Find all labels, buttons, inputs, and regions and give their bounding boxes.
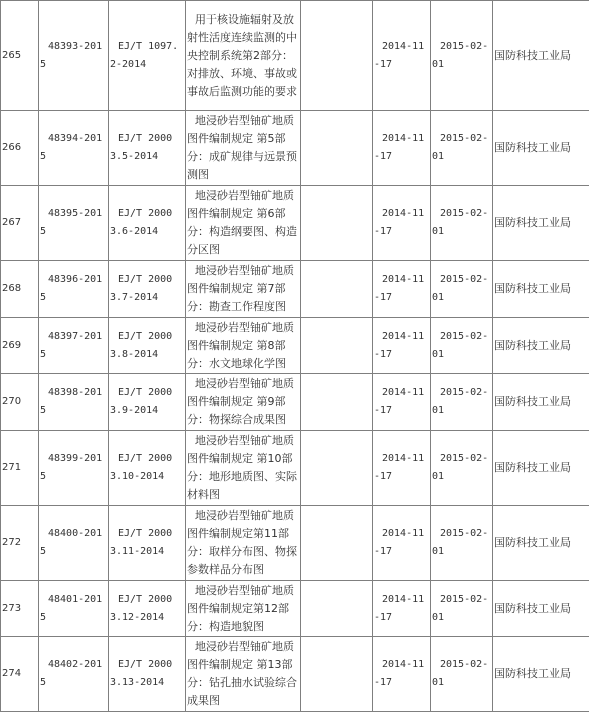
row-index-cell: 273 (1, 581, 39, 637)
standard-name-cell: 地浸砂岩型铀矿地质图件编制规定 第7部分：勘查工作程度图 (186, 261, 301, 318)
issuing-organization-cell: 国防科技工业局 (493, 1, 589, 111)
release-date-cell: 2014-11-17 (373, 186, 431, 261)
registration-number-cell: 48393-2015 (39, 1, 109, 111)
row-index-cell: 272 (1, 506, 39, 581)
row-index-cell: 271 (1, 431, 39, 506)
table-row (1, 318, 589, 374)
table-row (1, 637, 589, 712)
effective-date-cell: 2015-02-01 (431, 431, 493, 506)
standard-code-cell: EJ/T 20003.7-2014 (109, 261, 186, 318)
row-index-cell: 268 (1, 261, 39, 318)
release-date-cell: 2014-11-17 (373, 318, 431, 374)
standard-code-cell: EJ/T 20003.12-2014 (109, 581, 186, 637)
table-row (1, 261, 589, 318)
registration-number-cell: 48394-2015 (39, 111, 109, 186)
registration-number-cell: 48402-2015 (39, 637, 109, 712)
release-date-cell: 2014-11-17 (373, 1, 431, 111)
registration-number-cell: 48399-2015 (39, 431, 109, 506)
release-date-cell: 2014-11-17 (373, 506, 431, 581)
empty-cell (301, 374, 373, 431)
standard-name-cell: 地浸砂岩型铀矿地质图件编制规定 第6部分：构造纲要图、构造分区图 (186, 186, 301, 261)
effective-date-cell: 2015-02-01 (431, 186, 493, 261)
release-date-cell: 2014-11-17 (373, 581, 431, 637)
issuing-organization-cell: 国防科技工业局 (493, 431, 589, 506)
table-body (1, 1, 589, 712)
issuing-organization-cell: 国防科技工业局 (493, 581, 589, 637)
table-row (1, 186, 589, 261)
row-index-cell: 269 (1, 318, 39, 374)
standard-name-cell: 用于核设施辐射及放射性活度连续监测的中央控制系统第2部分：对排放、环境、事故或事故后监测功能的要求 (186, 1, 301, 111)
standard-name-cell: 地浸砂岩型铀矿地质图件编制规定 第5部分：成矿规律与远景预测图 (186, 111, 301, 186)
table-row (1, 431, 589, 506)
registration-number-cell: 48396-2015 (39, 261, 109, 318)
standard-code-cell: EJ/T 20003.11-2014 (109, 506, 186, 581)
row-index-cell: 270 (1, 374, 39, 431)
effective-date-cell: 2015-02-01 (431, 111, 493, 186)
issuing-organization-cell: 国防科技工业局 (493, 374, 589, 431)
standard-name-cell: 地浸砂岩型铀矿地质图件编制规定第12部分：构造地貌图 (186, 581, 301, 637)
issuing-organization-cell: 国防科技工业局 (493, 637, 589, 712)
standard-name-cell: 地浸砂岩型铀矿地质图件编制规定 第9部分：物探综合成果图 (186, 374, 301, 431)
empty-cell (301, 637, 373, 712)
issuing-organization-cell: 国防科技工业局 (493, 186, 589, 261)
effective-date-cell: 2015-02-01 (431, 581, 493, 637)
empty-cell (301, 431, 373, 506)
effective-date-cell: 2015-02-01 (431, 261, 493, 318)
effective-date-cell: 2015-02-01 (431, 1, 493, 111)
standard-code-cell: EJ/T 20003.13-2014 (109, 637, 186, 712)
table-row (1, 111, 589, 186)
registration-number-cell: 48397-2015 (39, 318, 109, 374)
empty-cell (301, 318, 373, 374)
issuing-organization-cell: 国防科技工业局 (493, 261, 589, 318)
effective-date-cell: 2015-02-01 (431, 506, 493, 581)
standard-code-cell: EJ/T 20003.5-2014 (109, 111, 186, 186)
release-date-cell: 2014-11-17 (373, 431, 431, 506)
standard-name-cell: 地浸砂岩型铀矿地质图件编制规定 第10部分：地形地质图、实际材料图 (186, 431, 301, 506)
table-row (1, 374, 589, 431)
standard-name-cell: 地浸砂岩型铀矿地质图件编制规定 第13部分：钻孔抽水试验综合成果图 (186, 637, 301, 712)
empty-cell (301, 111, 373, 186)
issuing-organization-cell: 国防科技工业局 (493, 318, 589, 374)
effective-date-cell: 2015-02-01 (431, 374, 493, 431)
registration-number-cell: 48401-2015 (39, 581, 109, 637)
release-date-cell: 2014-11-17 (373, 111, 431, 186)
row-index-cell: 267 (1, 186, 39, 261)
empty-cell (301, 1, 373, 111)
registration-number-cell: 48400-2015 (39, 506, 109, 581)
empty-cell (301, 581, 373, 637)
standard-name-cell: 地浸砂岩型铀矿地质图件编制规定第11部分：取样分布图、物探参数样品分布图 (186, 506, 301, 581)
empty-cell (301, 506, 373, 581)
release-date-cell: 2014-11-17 (373, 637, 431, 712)
effective-date-cell: 2015-02-01 (431, 318, 493, 374)
row-index-cell: 274 (1, 637, 39, 712)
registration-number-cell: 48398-2015 (39, 374, 109, 431)
standard-code-cell: EJ/T 1097.2-2014 (109, 1, 186, 111)
row-index-cell: 265 (1, 1, 39, 111)
release-date-cell: 2014-11-17 (373, 261, 431, 318)
standard-code-cell: EJ/T 20003.10-2014 (109, 431, 186, 506)
empty-cell (301, 261, 373, 318)
registration-number-cell: 48395-2015 (39, 186, 109, 261)
standard-code-cell: EJ/T 20003.6-2014 (109, 186, 186, 261)
standard-code-cell: EJ/T 20003.9-2014 (109, 374, 186, 431)
effective-date-cell: 2015-02-01 (431, 637, 493, 712)
release-date-cell: 2014-11-17 (373, 374, 431, 431)
row-index-cell: 266 (1, 111, 39, 186)
issuing-organization-cell: 国防科技工业局 (493, 506, 589, 581)
standard-name-cell: 地浸砂岩型铀矿地质图件编制规定 第8部分：水文地球化学图 (186, 318, 301, 374)
table-row (1, 1, 589, 111)
table-row (1, 581, 589, 637)
issuing-organization-cell: 国防科技工业局 (493, 111, 589, 186)
empty-cell (301, 186, 373, 261)
standard-code-cell: EJ/T 20003.8-2014 (109, 318, 186, 374)
table-row (1, 506, 589, 581)
